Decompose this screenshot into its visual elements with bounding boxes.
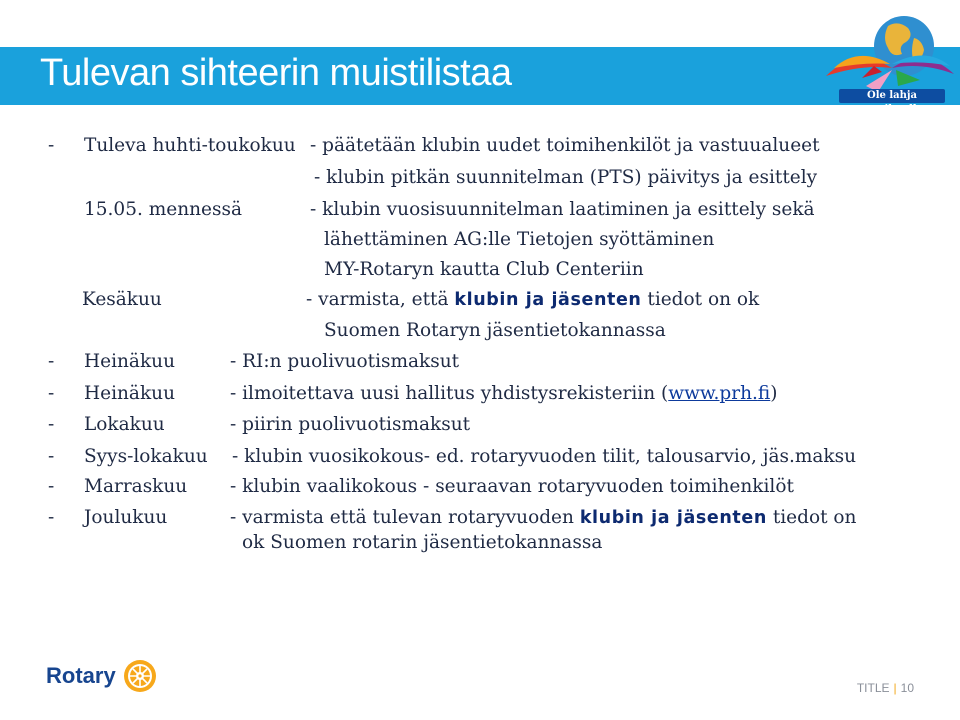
task-text: - ilmoitettava uusi hallitus yhdistysrekisteriin ( [230,383,669,404]
list-task: Suomen Rotaryn jäsentietokannassa [324,320,666,341]
footer-title: TITLE [856,681,890,695]
list-task [230,507,856,529]
list-task: - piirin puolivuotismaksut [230,414,471,435]
list-task [230,383,777,405]
task-text: tiedot on ok [641,289,760,310]
list-dash: - [48,476,55,497]
list-period: Joulukuu [84,507,168,528]
list-period: Heinäkuu [84,383,175,404]
task-emphasis: klubin ja jäsenten [579,508,767,528]
link-text: fi [757,383,771,404]
logo-caption: Ole lahja maailmalle [839,89,945,103]
list-dash: - [48,414,55,435]
task-emphasis: klubin ja jäsenten [454,290,642,310]
prh-link[interactable] [668,383,770,404]
list-task: - klubin pitkän suunnitelman (PTS) päivitys ja esittely [314,167,818,188]
task-text: ) [770,383,778,404]
rotary-logo [46,658,158,694]
link-text: www.prh. [668,383,758,404]
list-period: Syys-lokakuu [84,446,208,467]
list-task: lähettäminen AG:lle Tietojen syöttäminen [324,229,715,250]
list-task: - klubin vuosikokous- ed. rotaryvuoden tilit, talousarvio, jäs.maksu [232,446,857,467]
list-period: Heinäkuu [84,351,175,372]
list-dash: - [48,135,55,156]
list-dash: - [48,507,55,528]
list-task [306,289,759,311]
list-task: ok Suomen rotarin jäsentietokannassa [242,532,603,553]
list-period: Lokakuu [84,414,165,435]
page-number: 10 [900,681,914,695]
list-task: - klubin vuosisuunnitelman laatiminen ja esittely sekä [310,199,815,220]
list-period: Marraskuu [84,476,188,497]
rotary-wordmark: Rotary [46,663,116,688]
list-period: 15.05. mennessä [84,199,243,220]
task-text: - varmista, että [306,289,455,310]
list-task: - RI:n puolivuotismaksut [230,351,460,372]
list-task: - klubin vaalikokous - seuraavan rotaryvuoden toimihenkilöt [230,476,794,497]
list-dash: - [48,446,55,467]
slide-footer [857,681,914,695]
footer-separator: | [893,681,897,695]
rotary-wheel-icon [122,658,158,694]
task-text: tiedot on [766,507,857,528]
list-period: Kesäkuu [82,289,162,310]
task-text: - varmista että tulevan rotaryvuoden [230,507,580,528]
list-period: Tuleva huhti-toukokuu [84,135,296,156]
list-task: - päätetään klubin uudet toimihenkilöt ja vastuualueet [310,135,820,156]
slide-title: Tulevan sihteerin muistilistaa [40,52,512,94]
list-task: MY-Rotaryn kautta Club Centeriin [324,259,644,280]
list-dash: - [48,351,55,372]
list-dash: - [48,383,55,404]
